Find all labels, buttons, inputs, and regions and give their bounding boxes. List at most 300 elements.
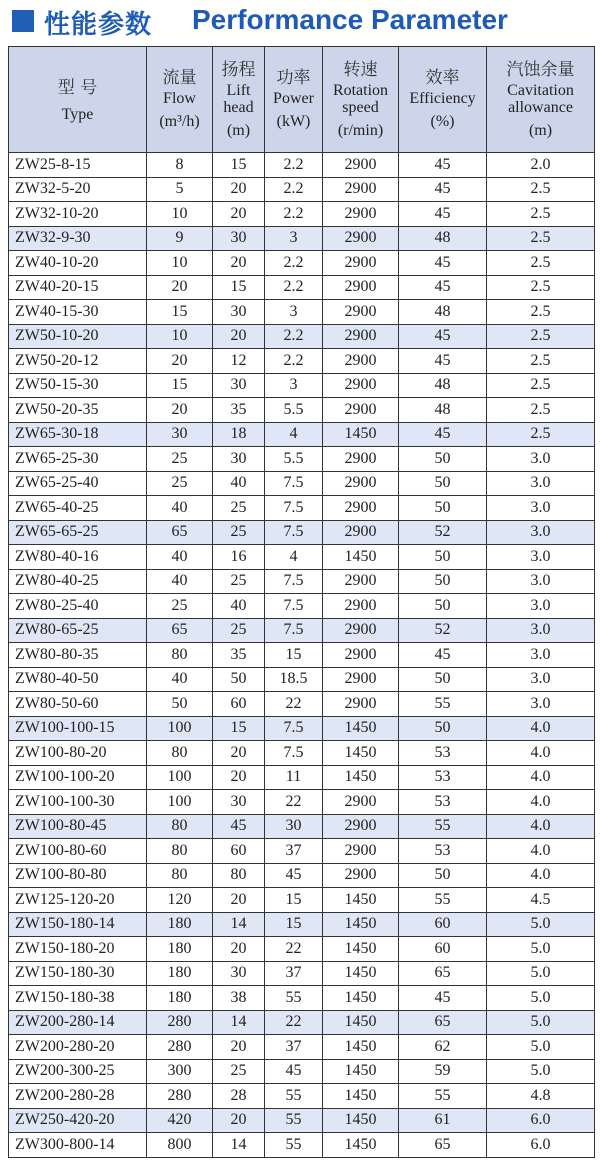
- cell-cavitation: 2.5: [487, 251, 595, 276]
- cell-power: 15: [265, 888, 323, 913]
- cell-flow: 15: [147, 373, 213, 398]
- cell-model: ZW50-20-35: [9, 398, 147, 423]
- cell-flow: 15: [147, 300, 213, 325]
- cell-efficiency: 59: [399, 1059, 487, 1084]
- cell-power: 7.5: [265, 569, 323, 594]
- cell-model: ZW150-180-38: [9, 986, 147, 1011]
- cell-lift: 25: [213, 1059, 265, 1084]
- cell-speed: 2900: [323, 863, 399, 888]
- table-row: [9, 1035, 595, 1060]
- cell-power: 4: [265, 545, 323, 570]
- cell-efficiency: 50: [399, 569, 487, 594]
- table-row: [9, 202, 595, 227]
- table-row: [9, 398, 595, 423]
- table-row: [9, 373, 595, 398]
- cell-flow: 280: [147, 1084, 213, 1109]
- cell-flow: 800: [147, 1133, 213, 1158]
- cell-model: ZW200-280-28: [9, 1084, 147, 1109]
- cell-speed: 2900: [323, 226, 399, 251]
- cell-efficiency: 45: [399, 986, 487, 1011]
- cell-lift: 20: [213, 1035, 265, 1060]
- cell-lift: 25: [213, 618, 265, 643]
- title-chinese: 性能参数: [44, 10, 153, 40]
- cell-flow: 10: [147, 202, 213, 227]
- cell-power: 3: [265, 226, 323, 251]
- cell-lift: 50: [213, 667, 265, 692]
- cell-lift: 80: [213, 863, 265, 888]
- cell-power: 37: [265, 961, 323, 986]
- cell-cavitation: 4.0: [487, 716, 595, 741]
- cell-speed: 2900: [323, 398, 399, 423]
- cell-cavitation: 4.8: [487, 1084, 595, 1109]
- cell-model: ZW100-100-30: [9, 790, 147, 815]
- table-row: [9, 937, 595, 962]
- cell-model: ZW32-10-20: [9, 202, 147, 227]
- cell-cavitation: 2.0: [487, 153, 595, 178]
- table-body: [9, 153, 595, 1158]
- cell-efficiency: 50: [399, 716, 487, 741]
- cell-flow: 180: [147, 912, 213, 937]
- cell-power: 30: [265, 814, 323, 839]
- cell-cavitation: 4.0: [487, 765, 595, 790]
- header-unit: (m): [528, 121, 553, 139]
- cell-flow: 80: [147, 863, 213, 888]
- cell-flow: 40: [147, 496, 213, 521]
- cell-power: 2.2: [265, 324, 323, 349]
- cell-cavitation: 3.0: [487, 471, 595, 496]
- table-row: [9, 1133, 595, 1158]
- cell-cavitation: 2.5: [487, 202, 595, 227]
- title-square-icon: [12, 10, 34, 32]
- cell-efficiency: 65: [399, 1133, 487, 1158]
- header-en: Rotation speed: [332, 81, 389, 116]
- cell-speed: 1450: [323, 422, 399, 447]
- table-row: [9, 177, 595, 202]
- cell-speed: 2900: [323, 692, 399, 717]
- header-flow: [147, 47, 213, 153]
- cell-flow: 5: [147, 177, 213, 202]
- cell-model: ZW150-180-20: [9, 937, 147, 962]
- cell-model: ZW80-40-50: [9, 667, 147, 692]
- cell-model: ZW125-120-20: [9, 888, 147, 913]
- table-row: [9, 888, 595, 913]
- header-en: Flow: [163, 90, 196, 107]
- cell-model: ZW80-50-60: [9, 692, 147, 717]
- cell-speed: 2900: [323, 202, 399, 227]
- header-cn: 功率: [276, 68, 311, 88]
- cell-efficiency: 45: [399, 202, 487, 227]
- table-row: [9, 251, 595, 276]
- cell-efficiency: 45: [399, 251, 487, 276]
- header-cn: 汽蚀余量: [506, 59, 575, 80]
- header-type: [9, 47, 147, 153]
- cell-efficiency: 50: [399, 863, 487, 888]
- cell-flow: 65: [147, 520, 213, 545]
- cell-efficiency: 53: [399, 765, 487, 790]
- cell-lift: 20: [213, 251, 265, 276]
- header-unit: (r/min): [337, 121, 384, 139]
- table-row: [9, 618, 595, 643]
- cell-power: 11: [265, 765, 323, 790]
- table-row: [9, 692, 595, 717]
- cell-efficiency: 45: [399, 153, 487, 178]
- table-row: [9, 667, 595, 692]
- cell-power: 2.2: [265, 153, 323, 178]
- cell-model: ZW50-20-12: [9, 349, 147, 374]
- cell-efficiency: 45: [399, 177, 487, 202]
- cell-flow: 40: [147, 545, 213, 570]
- cell-efficiency: 45: [399, 275, 487, 300]
- cell-cavitation: 3.0: [487, 496, 595, 521]
- cell-speed: 1450: [323, 1010, 399, 1035]
- cell-cavitation: 4.5: [487, 888, 595, 913]
- cell-efficiency: 60: [399, 912, 487, 937]
- cell-speed: 2900: [323, 569, 399, 594]
- cell-power: 7.5: [265, 594, 323, 619]
- cell-model: ZW50-10-20: [9, 324, 147, 349]
- cell-model: ZW40-20-15: [9, 275, 147, 300]
- cell-lift: 30: [213, 226, 265, 251]
- cell-lift: 14: [213, 1133, 265, 1158]
- cell-model: ZW65-25-40: [9, 471, 147, 496]
- cell-cavitation: 2.5: [487, 275, 595, 300]
- cell-model: ZW200-280-20: [9, 1035, 147, 1060]
- header-en: Efficiency: [409, 90, 476, 107]
- cell-speed: 1450: [323, 1133, 399, 1158]
- cell-cavitation: 5.0: [487, 912, 595, 937]
- cell-flow: 40: [147, 569, 213, 594]
- cell-flow: 40: [147, 667, 213, 692]
- cell-lift: 15: [213, 275, 265, 300]
- title-english: Performance Parameter: [192, 4, 508, 35]
- cell-speed: 1450: [323, 1035, 399, 1060]
- cell-efficiency: 53: [399, 839, 487, 864]
- cell-speed: 2900: [323, 275, 399, 300]
- cell-efficiency: 50: [399, 667, 487, 692]
- cell-efficiency: 61: [399, 1108, 487, 1133]
- cell-lift: 40: [213, 594, 265, 619]
- cell-speed: 2900: [323, 349, 399, 374]
- cell-efficiency: 62: [399, 1035, 487, 1060]
- cell-efficiency: 48: [399, 300, 487, 325]
- table-row: [9, 1010, 595, 1035]
- cell-model: ZW250-420-20: [9, 1108, 147, 1133]
- cell-efficiency: 55: [399, 888, 487, 913]
- cell-speed: 1450: [323, 937, 399, 962]
- table-row: [9, 961, 595, 986]
- cell-speed: 2900: [323, 594, 399, 619]
- header-en: Type: [61, 106, 94, 123]
- cell-power: 22: [265, 937, 323, 962]
- cell-lift: 20: [213, 937, 265, 962]
- table-row: [9, 226, 595, 251]
- table-row: [9, 275, 595, 300]
- cell-speed: 2900: [323, 839, 399, 864]
- cell-speed: 2900: [323, 790, 399, 815]
- cell-speed: 2900: [323, 300, 399, 325]
- cell-model: ZW80-65-25: [9, 618, 147, 643]
- cell-model: ZW25-8-15: [9, 153, 147, 178]
- cell-cavitation: 2.5: [487, 373, 595, 398]
- cell-model: ZW32-5-20: [9, 177, 147, 202]
- cell-power: 2.2: [265, 251, 323, 276]
- cell-power: 7.5: [265, 496, 323, 521]
- cell-speed: 2900: [323, 447, 399, 472]
- table-row: [9, 1084, 595, 1109]
- cell-model: ZW100-80-20: [9, 741, 147, 766]
- table-row: [9, 471, 595, 496]
- cell-flow: 80: [147, 741, 213, 766]
- cell-model: ZW100-100-15: [9, 716, 147, 741]
- cell-lift: 20: [213, 202, 265, 227]
- cell-model: ZW65-30-18: [9, 422, 147, 447]
- cell-efficiency: 52: [399, 618, 487, 643]
- table-row: [9, 349, 595, 374]
- cell-cavitation: 6.0: [487, 1108, 595, 1133]
- cell-power: 15: [265, 912, 323, 937]
- cell-lift: 15: [213, 153, 265, 178]
- cell-efficiency: 50: [399, 594, 487, 619]
- cell-efficiency: 48: [399, 373, 487, 398]
- header-unit: (m): [226, 121, 251, 139]
- header-unit: (kW): [276, 113, 311, 130]
- cell-power: 37: [265, 1035, 323, 1060]
- cell-lift: 20: [213, 324, 265, 349]
- table-row: [9, 594, 595, 619]
- cell-lift: 20: [213, 888, 265, 913]
- cell-cavitation: 3.0: [487, 545, 595, 570]
- cell-efficiency: 65: [399, 1010, 487, 1035]
- cell-power: 18.5: [265, 667, 323, 692]
- cell-model: ZW300-800-14: [9, 1133, 147, 1158]
- cell-cavitation: 4.0: [487, 790, 595, 815]
- cell-power: 37: [265, 839, 323, 864]
- cell-speed: 2900: [323, 520, 399, 545]
- table-row: [9, 912, 595, 937]
- cell-efficiency: 55: [399, 814, 487, 839]
- cell-cavitation: 5.0: [487, 1035, 595, 1060]
- cell-efficiency: 53: [399, 741, 487, 766]
- cell-power: 45: [265, 863, 323, 888]
- cell-speed: 2900: [323, 153, 399, 178]
- cell-lift: 20: [213, 177, 265, 202]
- cell-flow: 100: [147, 716, 213, 741]
- cell-lift: 38: [213, 986, 265, 1011]
- cell-model: ZW50-15-30: [9, 373, 147, 398]
- cell-flow: 10: [147, 324, 213, 349]
- cell-lift: 30: [213, 447, 265, 472]
- table-row: [9, 716, 595, 741]
- cell-flow: 8: [147, 153, 213, 178]
- cell-flow: 80: [147, 839, 213, 864]
- cell-power: 55: [265, 1084, 323, 1109]
- cell-model: ZW65-65-25: [9, 520, 147, 545]
- cell-power: 2.2: [265, 177, 323, 202]
- cell-cavitation: 2.5: [487, 226, 595, 251]
- cell-efficiency: 45: [399, 422, 487, 447]
- cell-lift: 35: [213, 643, 265, 668]
- header-unit: (%): [430, 113, 455, 130]
- cell-flow: 300: [147, 1059, 213, 1084]
- cell-efficiency: 50: [399, 496, 487, 521]
- table-row: [9, 447, 595, 472]
- cell-power: 7.5: [265, 520, 323, 545]
- header-row: [9, 47, 595, 153]
- cell-speed: 2900: [323, 618, 399, 643]
- header-cavitation: [487, 47, 595, 153]
- cell-flow: 280: [147, 1010, 213, 1035]
- cell-cavitation: 4.0: [487, 741, 595, 766]
- cell-cavitation: 5.0: [487, 986, 595, 1011]
- table-row: [9, 569, 595, 594]
- cell-model: ZW200-280-14: [9, 1010, 147, 1035]
- cell-cavitation: 4.0: [487, 839, 595, 864]
- table-row: [9, 520, 595, 545]
- header-cn: 型 号: [57, 78, 98, 98]
- table-row: [9, 496, 595, 521]
- cell-cavitation: 3.0: [487, 520, 595, 545]
- cell-model: ZW80-40-16: [9, 545, 147, 570]
- table-row: [9, 1059, 595, 1084]
- cell-lift: 30: [213, 300, 265, 325]
- table-row: [9, 422, 595, 447]
- table-row: [9, 1108, 595, 1133]
- cell-lift: 18: [213, 422, 265, 447]
- cell-lift: 30: [213, 961, 265, 986]
- cell-speed: 1450: [323, 765, 399, 790]
- cell-model: ZW65-40-25: [9, 496, 147, 521]
- cell-cavitation: 2.5: [487, 349, 595, 374]
- cell-speed: 1450: [323, 986, 399, 1011]
- cell-speed: 2900: [323, 471, 399, 496]
- cell-flow: 25: [147, 471, 213, 496]
- cell-flow: 280: [147, 1035, 213, 1060]
- cell-model: ZW80-80-35: [9, 643, 147, 668]
- cell-lift: 28: [213, 1084, 265, 1109]
- header-speed: [323, 47, 399, 153]
- cell-efficiency: 60: [399, 937, 487, 962]
- cell-speed: 1450: [323, 1108, 399, 1133]
- cell-lift: 14: [213, 1010, 265, 1035]
- cell-flow: 80: [147, 814, 213, 839]
- cell-speed: 1450: [323, 741, 399, 766]
- cell-flow: 100: [147, 765, 213, 790]
- cell-power: 2.2: [265, 349, 323, 374]
- cell-power: 3: [265, 373, 323, 398]
- cell-power: 15: [265, 643, 323, 668]
- cell-flow: 120: [147, 888, 213, 913]
- cell-power: 4: [265, 422, 323, 447]
- cell-cavitation: 5.0: [487, 1059, 595, 1084]
- cell-efficiency: 52: [399, 520, 487, 545]
- cell-cavitation: 3.0: [487, 618, 595, 643]
- cell-model: ZW65-25-30: [9, 447, 147, 472]
- cell-efficiency: 45: [399, 643, 487, 668]
- cell-lift: 25: [213, 520, 265, 545]
- cell-lift: 20: [213, 741, 265, 766]
- header-cn: 效率: [425, 68, 460, 88]
- cell-efficiency: 55: [399, 1084, 487, 1109]
- cell-speed: 1450: [323, 545, 399, 570]
- cell-cavitation: 4.0: [487, 814, 595, 839]
- cell-lift: 25: [213, 569, 265, 594]
- cell-power: 7.5: [265, 471, 323, 496]
- cell-lift: 20: [213, 1108, 265, 1133]
- cell-efficiency: 48: [399, 398, 487, 423]
- header-cn: 流量: [162, 68, 197, 88]
- cell-flow: 180: [147, 986, 213, 1011]
- cell-speed: 1450: [323, 912, 399, 937]
- cell-model: ZW40-10-20: [9, 251, 147, 276]
- table-row: [9, 839, 595, 864]
- table-row: [9, 814, 595, 839]
- cell-model: ZW80-25-40: [9, 594, 147, 619]
- cell-cavitation: 3.0: [487, 447, 595, 472]
- cell-lift: 20: [213, 765, 265, 790]
- table-row: [9, 986, 595, 1011]
- cell-cavitation: 2.5: [487, 324, 595, 349]
- cell-lift: 45: [213, 814, 265, 839]
- table-row: [9, 324, 595, 349]
- cell-power: 3: [265, 300, 323, 325]
- cell-speed: 1450: [323, 716, 399, 741]
- cell-speed: 1450: [323, 961, 399, 986]
- cell-efficiency: 53: [399, 790, 487, 815]
- cell-cavitation: 2.5: [487, 398, 595, 423]
- cell-flow: 30: [147, 422, 213, 447]
- cell-speed: 1450: [323, 888, 399, 913]
- table-row: [9, 153, 595, 178]
- cell-cavitation: 3.0: [487, 692, 595, 717]
- table-row: [9, 741, 595, 766]
- cell-lift: 30: [213, 790, 265, 815]
- cell-model: ZW100-80-60: [9, 839, 147, 864]
- cell-power: 45: [265, 1059, 323, 1084]
- cell-flow: 65: [147, 618, 213, 643]
- performance-table: [8, 46, 595, 1158]
- cell-power: 5.5: [265, 398, 323, 423]
- cell-efficiency: 50: [399, 545, 487, 570]
- cell-flow: 20: [147, 275, 213, 300]
- cell-speed: 2900: [323, 667, 399, 692]
- cell-power: 22: [265, 1010, 323, 1035]
- cell-efficiency: 48: [399, 226, 487, 251]
- cell-speed: 2900: [323, 177, 399, 202]
- header-en: Power: [273, 90, 314, 107]
- cell-model: ZW100-80-80: [9, 863, 147, 888]
- cell-model: ZW80-40-25: [9, 569, 147, 594]
- cell-efficiency: 45: [399, 324, 487, 349]
- cell-flow: 9: [147, 226, 213, 251]
- header-efficiency: [399, 47, 487, 153]
- cell-speed: 1450: [323, 1059, 399, 1084]
- cell-lift: 35: [213, 398, 265, 423]
- cell-efficiency: 55: [399, 692, 487, 717]
- cell-power: 55: [265, 986, 323, 1011]
- cell-lift: 15: [213, 716, 265, 741]
- cell-cavitation: 3.0: [487, 667, 595, 692]
- cell-speed: 2900: [323, 814, 399, 839]
- cell-model: ZW100-80-45: [9, 814, 147, 839]
- cell-lift: 16: [213, 545, 265, 570]
- header-en: Cavitation allowance: [507, 81, 574, 116]
- header-cn: 扬程: [221, 59, 256, 80]
- cell-power: 55: [265, 1133, 323, 1158]
- cell-power: 2.2: [265, 275, 323, 300]
- table-row: [9, 863, 595, 888]
- header-power: [265, 47, 323, 153]
- cell-model: ZW150-180-30: [9, 961, 147, 986]
